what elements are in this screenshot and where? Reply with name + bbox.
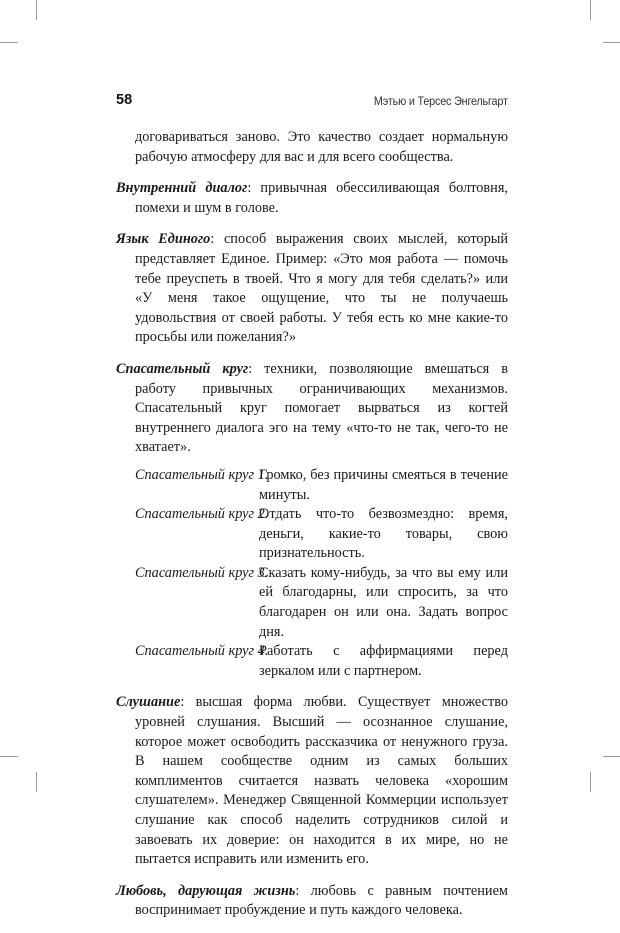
glossary-definition: : техники, позволяющие вмешаться в работу привычных ограничивающих механизмов. Спасательный круг помогает вырваться из когтей внутреннего диалога эго на тему «что-то не так, чего-то не хватает».	[135, 360, 509, 456]
crop-mark-top-left-horizontal	[0, 42, 18, 43]
glossary-entry-language-of-one	[116, 230, 508, 348]
page-body	[116, 128, 508, 933]
glossary-definition: : любовь с равным почтением воспринимает пробуждение и путь каждого человека.	[135, 882, 508, 919]
lifeline-label: Спасательный круг 1.	[135, 466, 269, 483]
lifeline-text: Громко, без причины смеяться в течение минуты.	[259, 466, 508, 503]
running-title: Мэтью и Терсес Энгельгарт	[374, 94, 508, 108]
glossary-definition: : способ выражения своих мыслей, который представляет Единое. Пример: «Это моя работа — помочь тебе преуспеть в твоей. Что я могу для тебя сделать?» или «У меня такое ощущение, что ты не получаешь удовольствия от своей работы. У тебя есть ко мне какие-то просьбы или пожелания?»	[135, 231, 508, 346]
lifeline-item	[135, 564, 508, 642]
lifeline-text: Работать с аффирмациями перед зеркалом или с партнером.	[259, 643, 508, 679]
glossary-term: Спасательный круг	[116, 360, 249, 377]
crop-mark-top-left-vertical	[36, 0, 37, 20]
glossary-term: Слушание	[116, 694, 181, 711]
crop-mark-top-right-horizontal	[603, 42, 620, 43]
glossary-entry-life-giving-love	[116, 882, 508, 921]
glossary-definition: : высшая форма любви. Существует множество уровней слушания. Высший — осознанное слушание, которое может освободить рассказчика от ненужного груза. В нашем сообществе одним из самых больших комплиментов считается назвать человека «хорошим слушателем». Менеджер Священной Коммерции использует слушание как способ наделить сотрудников силой и завоевать их доверие: он находится в их мире, но не пытается исправить или изменить его.	[135, 694, 508, 868]
lifeline-label: Спасательный круг 2.	[135, 506, 269, 523]
crop-mark-bottom-left-vertical	[36, 772, 37, 792]
continuation-paragraph: договариваться заново. Это качество создает нормальную рабочую атмосферу для вас и для всего сообщества.	[135, 129, 508, 165]
lifeline-text: Сказать кому-нибудь, за что вы ему или ей благодарны, или спросить, за что благодарен он или она. Задать вопрос дня.	[259, 564, 508, 640]
glossary-term: Любовь, дарующая жизнь	[116, 882, 296, 899]
lifeline-label: Спасательный круг 3.	[135, 564, 269, 581]
crop-mark-bottom-left-horizontal	[0, 756, 18, 757]
lifeline-item	[135, 505, 508, 564]
lifeline-list	[135, 466, 508, 682]
page-number: 58	[116, 92, 133, 108]
glossary-entry-inner-dialogue	[116, 179, 508, 218]
glossary-definition: : привычная обессиливающая болтовня, помехи и шум в голове.	[135, 180, 508, 216]
glossary-term: Внутренний диалог	[116, 180, 248, 197]
glossary-entry-lifeline	[116, 360, 508, 458]
lifeline-item	[135, 642, 508, 681]
page-header	[116, 92, 508, 112]
crop-mark-bottom-right-horizontal	[603, 756, 620, 757]
lifeline-item	[135, 466, 508, 505]
glossary-entry-listening	[116, 693, 508, 869]
crop-mark-bottom-right-vertical	[590, 772, 591, 792]
crop-mark-top-right-vertical	[590, 0, 591, 20]
lifeline-text: Отдать что-то безвозмездно: время, деньги, какие-то товары, свою признательность.	[259, 506, 508, 562]
glossary-term: Язык Единого	[116, 231, 211, 248]
lifeline-label: Спасательный круг 4.	[135, 643, 269, 660]
